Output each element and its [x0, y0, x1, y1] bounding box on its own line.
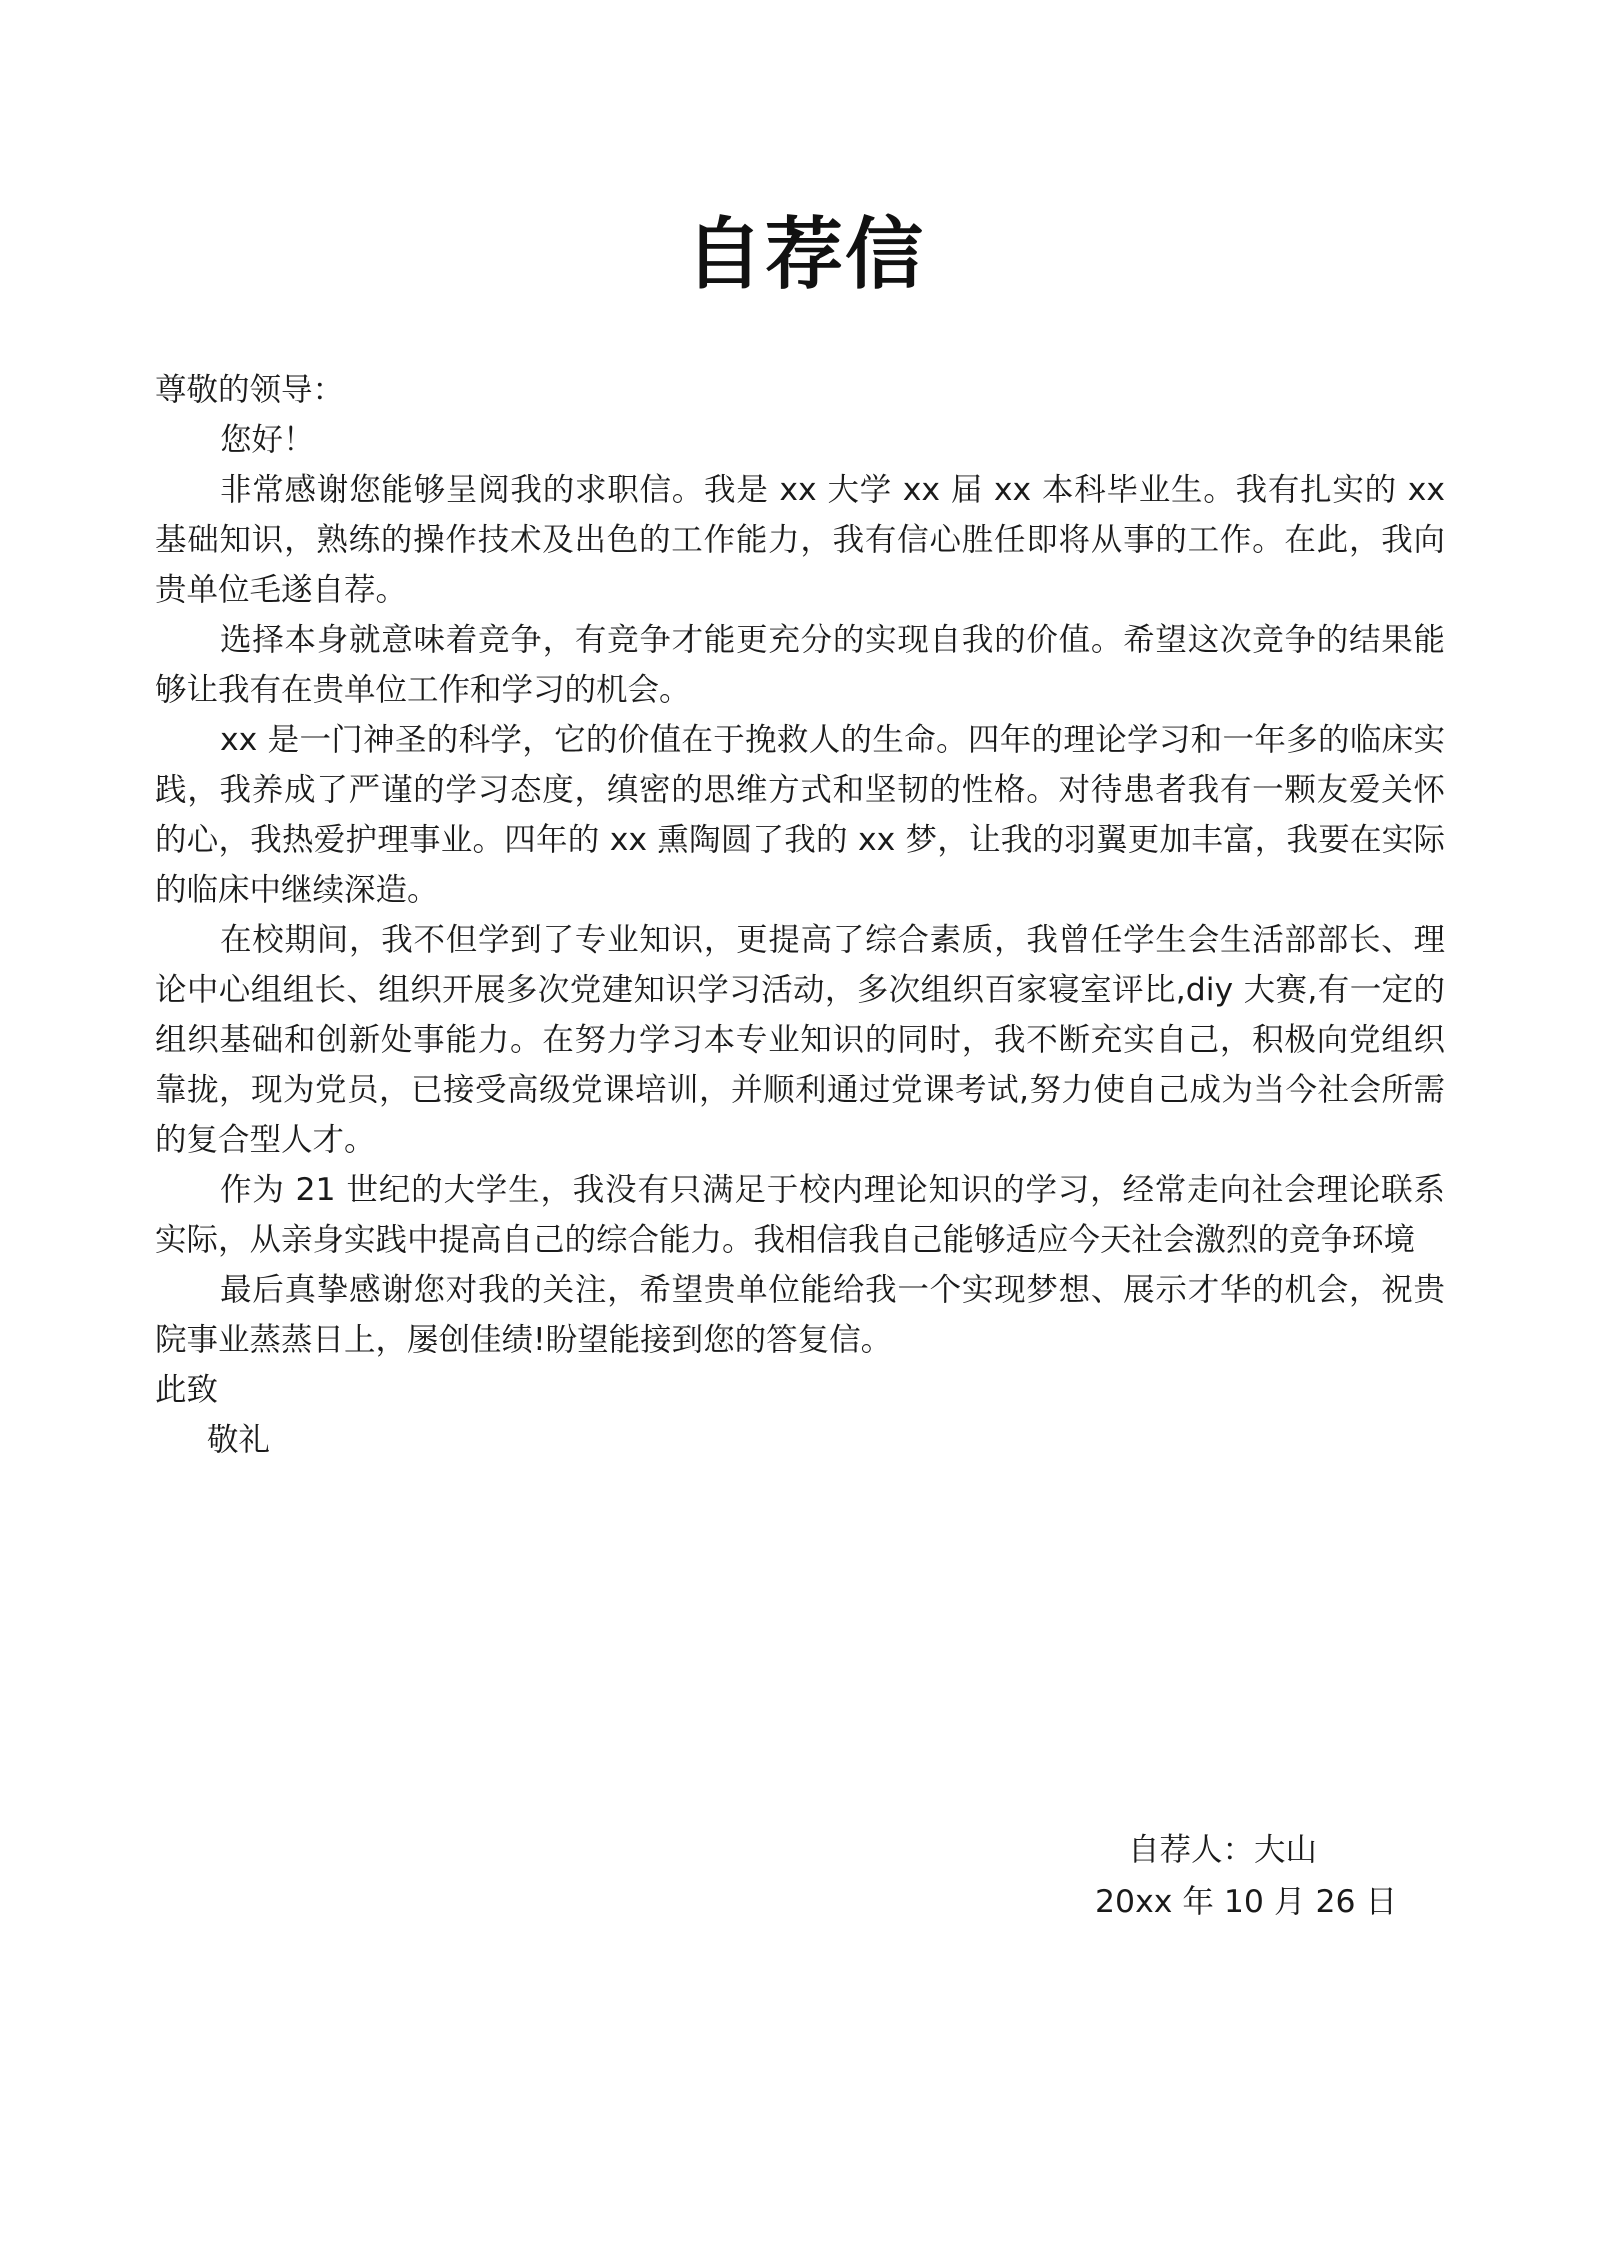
paragraph-3: xx 是一门神圣的科学，它的价值在于挽救人的生命。四年的理论学习和一年多的临床实践，我养成了严谨的学习态度，缜密的思维方式和坚韧的性格。对待患者我有一颗友爱关怀的心，我热爱护理事业。四年的 xx 熏陶圆了我的 xx 梦，让我的羽翼更加丰富，我要在实际的临床中继续深造。	[155, 722, 1445, 908]
signature-date: 20xx 年 10 月 26 日	[1095, 1884, 1398, 1920]
greeting: 您好！	[220, 422, 315, 458]
regards: 敬礼	[207, 1422, 271, 1458]
signature-name: 自荐人：大山	[1128, 1832, 1318, 1868]
paragraph-2: 选择本身就意味着竞争，有竞争才能更充分的实现自我的价值。希望这次竞争的结果能够让我有在贵单位工作和学习的机会。	[155, 622, 1445, 708]
paragraph-4: 在校期间，我不但学到了专业知识，更提高了综合素质，我曾任学生会生活部部长、理论中心组组长、组织开展多次党建知识学习活动，多次组织百家寝室评比,diy 大赛,有一定的组织基础和创新处事能力。在努力学习本专业知识的同时，我不断充实自己，积极向党组织靠拢，现为党员，已接受高级党课培训，并顺利通过党课考试,努力使自己成为当今社会所需的复合型人才。	[155, 922, 1445, 1158]
paragraph-1: 非常感谢您能够呈阅我的求职信。我是 xx 大学 xx 届 xx 本科毕业生。我有扎实的 xx 基础知识，熟练的操作技术及出色的工作能力，我有信心胜任即将从事的工作。在此，我向贵单位毛遂自荐。	[155, 472, 1445, 608]
paragraph-5: 作为 21 世纪的大学生，我没有只满足于校内理论知识的学习，经常走向社会理论联系实际，从亲身实践中提高自己的综合能力。我相信我自己能够适应今天社会激烈的竞争环境	[155, 1172, 1445, 1258]
document-title: 自荐信	[684, 210, 925, 300]
salutation: 尊敬的领导：	[155, 372, 345, 408]
closing: 此致	[155, 1372, 219, 1408]
paragraph-6: 最后真挚感谢您对我的关注，希望贵单位能给我一个实现梦想、展示才华的机会，祝贵院事业蒸蒸日上，屡创佳绩!盼望能接到您的答复信。	[155, 1272, 1445, 1358]
letter-body	[155, 365, 1445, 1465]
